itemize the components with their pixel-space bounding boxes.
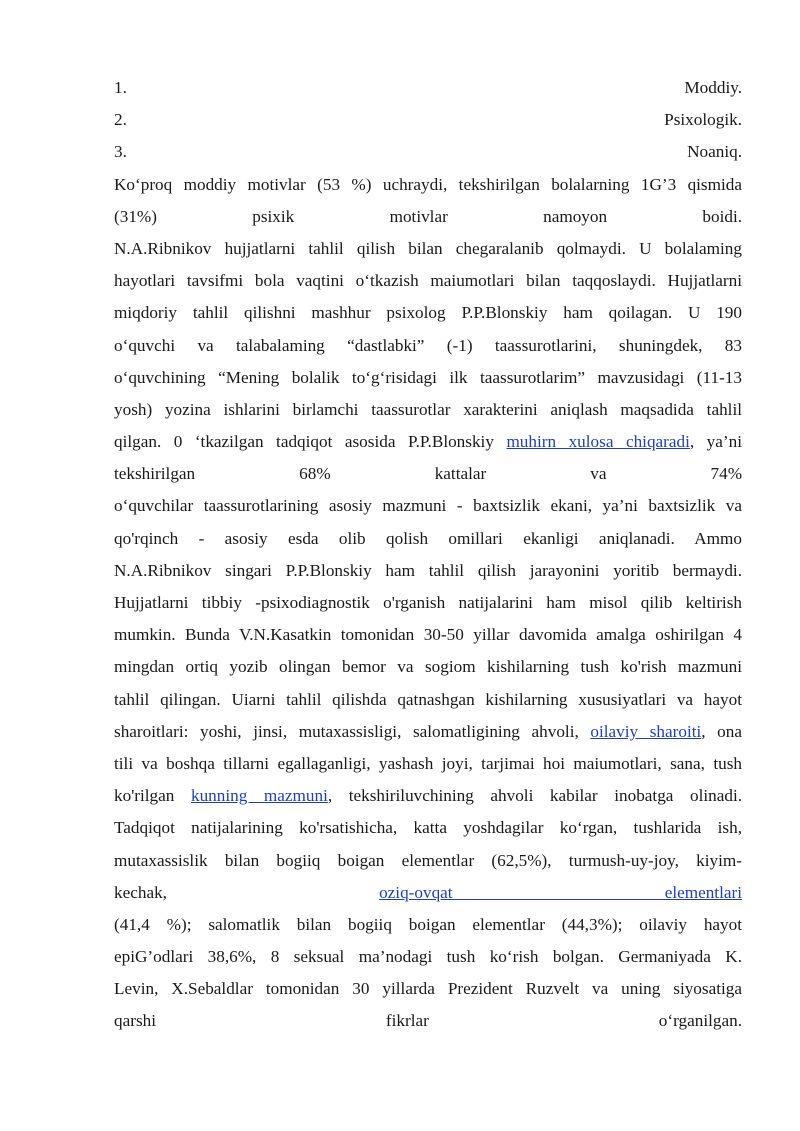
text-segment: qilgan. 0 ‘tkazilgan tadqiqot asosida P.P.Blonskiy [114,432,494,452]
text-segment: sharoitlari: yoshi, jinsi, mutaxassisligi, salomatligining ahvoli, [114,721,579,741]
text-segment: , tekshiriluvchining ahvoli kabilar inobatga olinadi. [327,786,743,806]
text-segment: mingdan ortiq yozib olingan bemor va sogiom kishilarning tush ko'rish mazmuni [114,657,742,677]
text-line [114,587,742,619]
text-segment: (41,4 %); salomatlik bilan bogiiq boigan elementlar (44,3%); oilaviy hayot [114,914,742,934]
text-segment: tili va boshqa tillarni egallaganligi, yashash joyi, tarjimai hoi maiumotlari, sana, tush [114,753,742,773]
text-line [114,104,742,136]
text-segment: , ona [701,721,742,741]
text-line [114,330,742,362]
text-line [114,941,742,973]
text-line [114,845,742,877]
text-line [114,748,742,780]
text-segment: epiG’odlari 38,6%, 8 seksual ma’nodagi tush ko‘rish bolgan. Germaniyada K. [114,947,742,967]
inline-link[interactable]: oilaviy sharoiti [590,721,702,741]
text-line [114,426,742,458]
text-line [114,877,742,909]
text-segment: 2. [114,110,127,130]
text-line [114,297,742,329]
text-line [114,909,742,941]
text-line [114,458,742,490]
text-segment: o‘quvchi va talabalaming “dastlabki” (-1) taassurotlarini, shuningdek, 83 [114,335,742,355]
text-line [114,490,742,522]
text-line [114,716,742,748]
text-segment: hayotlari tavsifmi bola vaqtini o‘tkazish maiumotlari bilan taqqoslaydi. Hujjatlarni [114,271,742,291]
text-line [114,812,742,844]
text-segment: kechak, [114,882,167,902]
text-segment: (31%) [114,206,157,226]
text-line [114,973,742,1005]
text-segment: qarshi [114,1011,157,1031]
text-segment: boidi. [702,206,743,226]
text-segment: Noaniq. [687,142,742,162]
text-line [114,651,742,683]
text-segment: qo'rqinch - asosiy esda olib qolish omillari ekanligi aniqlanadi. Ammo [114,528,742,548]
text-line [114,233,742,265]
text-segment: motivlar [389,206,448,226]
text-line [114,72,742,104]
text-segment: Moddiy. [684,78,742,97]
text-line [114,780,742,812]
text-segment: Psixologik. [664,110,742,130]
text-segment: psixik [252,206,295,226]
text-segment: 74% [710,464,743,484]
text-line [114,1005,742,1037]
text-line [114,265,742,297]
text-segment: N.A.Ribnikov hujjatlarni tahlil qilish bilan chegaralanib qolmaydi. U bolalaming [114,238,742,258]
text-segment: miqdoriy tahlil qilishni mashhur psixolog P.P.Blonskiy ham qoilagan. U 190 [114,303,742,323]
text-segment: mumkin. Bunda V.N.Kasatkin tomonidan 30-50 yillar davomida amalga oshirilgan 4 [114,625,742,645]
text-line [114,201,742,233]
text-line [114,362,742,394]
text-segment: o‘quvchilar taassurotlarining asosiy mazmuni - baxtsizlik ekani, ya’ni baxtsizlik va [114,496,742,516]
text-segment: yosh) yozina ishlarini birlamchi taassurotlar xarakterini aniqlash maqsadida tahlil [114,399,742,419]
text-segment: va [590,464,607,484]
text-segment: N.A.Ribnikov singari P.P.Blonskiy ham tahlil qilish jarayonini yoritib bermaydi. [114,560,742,580]
text-line [114,619,742,651]
text-segment: Tadqiqot natijalarining ko'rsatishicha, katta yoshdagilar ko‘rgan, tushlarida ish, [114,818,742,838]
text-segment: 1. [114,78,127,97]
text-line [114,555,742,587]
text-segment: tahlil qilingan. Uiarni tahlil qilishda qatnashgan kishilarning xususiyatlari va hayot [114,689,742,709]
document-page [114,72,742,1038]
text-segment: Levin, X.Sebaldlar tomonidan 30 yillarda Prezident Ruzvelt va uning siyosatiga [114,979,742,999]
inline-link[interactable]: kunning mazmuni [190,786,328,806]
inline-link[interactable]: muhirn xulosa chiqaradi [506,432,690,452]
text-line [114,136,742,168]
text-segment: ko'rilgan [114,786,175,806]
text-segment: mutaxassislik bilan bogiiq boigan elementlar (62,5%), turmush-uy-joy, kiyim- [114,850,742,870]
text-line [114,394,742,426]
inline-link[interactable]: oziq-ovqat elementlari [379,882,742,902]
text-line [114,169,742,201]
text-segment: , ya’ni [689,432,742,452]
text-segment: o‘quvchining “Mening bolalik to‘g‘risidagi ilk taassurotlarim” mavzusidagi (11-13 [114,367,742,387]
text-line [114,684,742,716]
text-segment: fikrlar [385,1011,429,1031]
text-segment: kattalar [434,464,487,484]
text-segment: 3. [114,142,127,162]
text-line [114,523,742,555]
text-segment: 68% [299,464,331,484]
text-segment: tekshirilgan [114,464,196,484]
text-segment: namoyon [543,206,608,226]
text-segment: Ko‘proq moddiy motivlar (53 %) uchraydi, tekshirilgan bolalarning 1G’3 qismida [114,174,742,194]
text-segment: o‘rganilgan. [658,1011,742,1031]
text-segment: Hujjatlarni tibbiy -psixodiagnostik o'rganish natijalarini ham misol qilib keltirish [114,593,742,612]
